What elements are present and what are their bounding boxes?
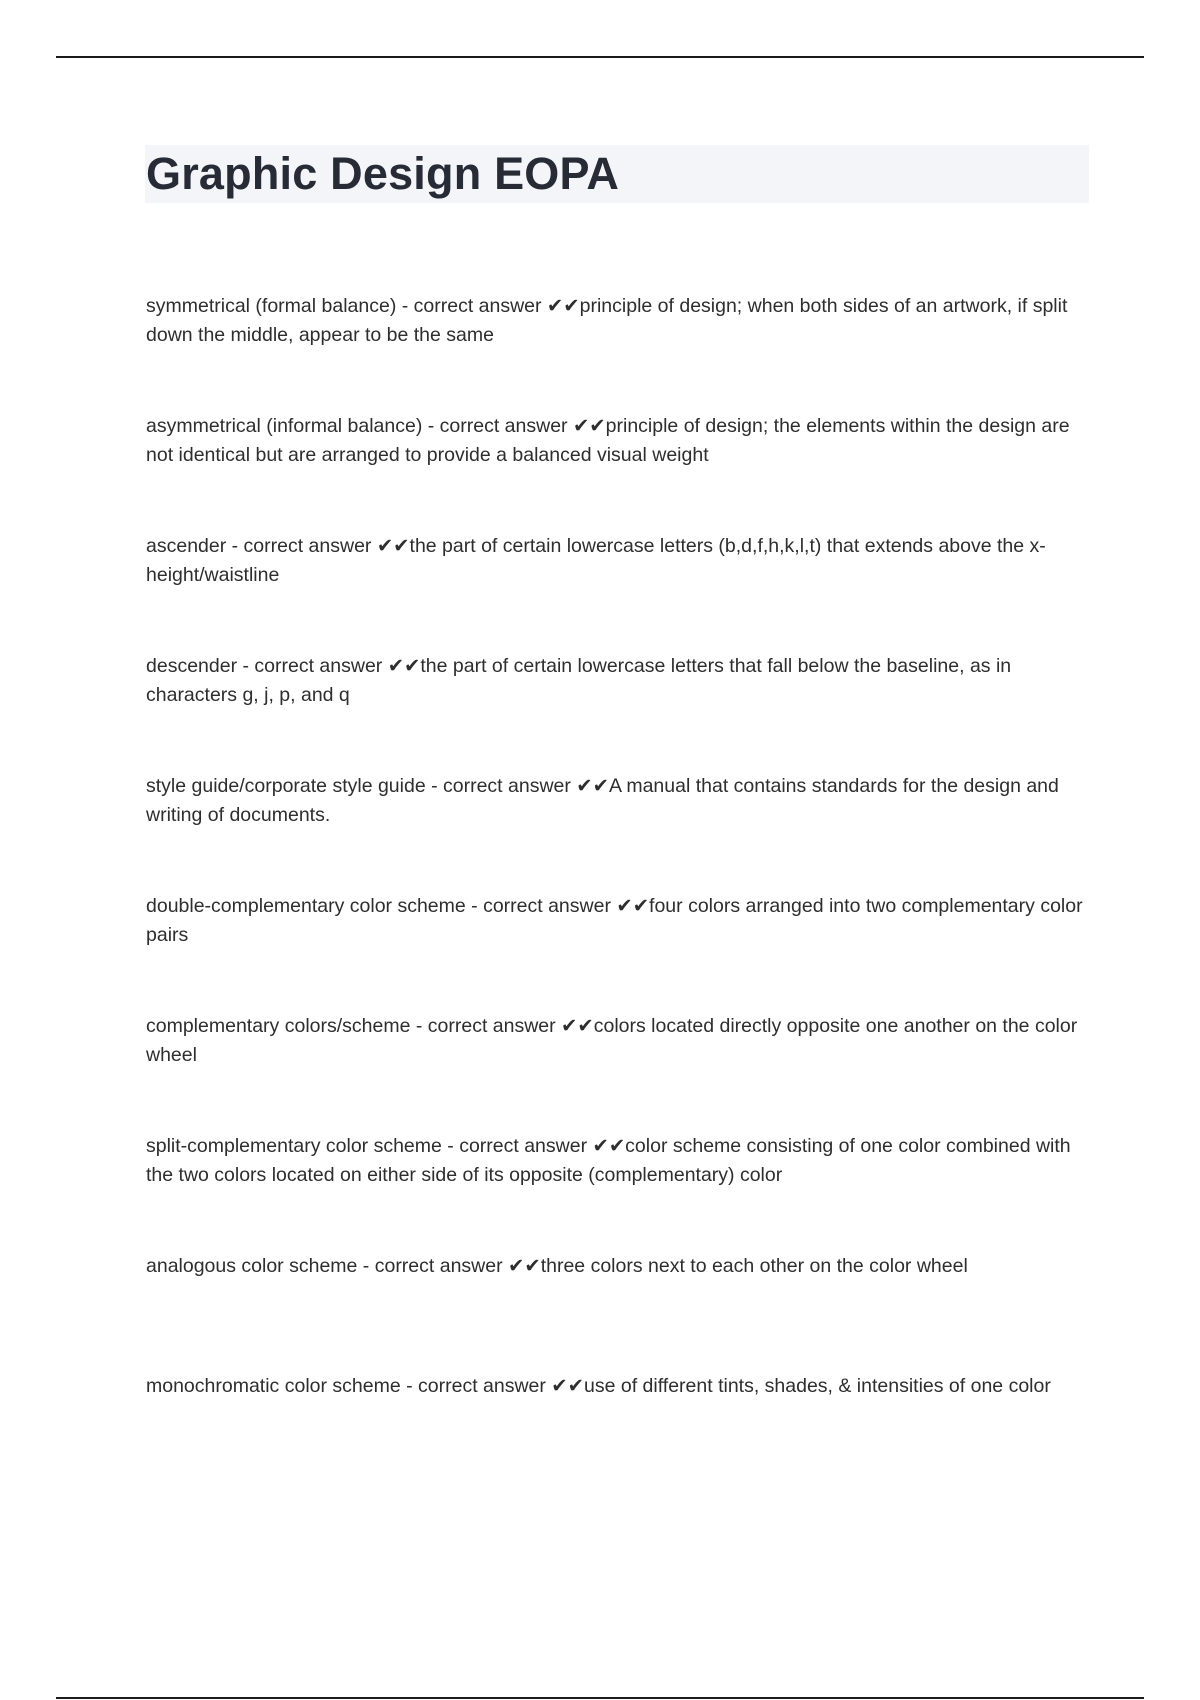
answer-separator: - correct answer ✔✔ <box>465 895 650 917</box>
card-term: descender <box>146 655 238 677</box>
flashcard-item <box>146 1252 1094 1372</box>
card-term: split-complementary color scheme <box>146 1135 442 1157</box>
card-definition: color scheme consisting of one color combined with the two colors located on either side of its opposite (complementary) color <box>146 1135 1071 1186</box>
card-definition: use of different tints, shades, & intensities of one color <box>584 1375 1051 1397</box>
flashcard-item <box>146 1012 1094 1132</box>
document-title: Graphic Design EOPA <box>146 148 620 199</box>
answer-separator: - correct answer ✔✔ <box>410 1015 594 1037</box>
card-term: style guide/corporate style guide <box>146 775 426 797</box>
flashcard-item <box>146 772 1094 892</box>
card-term: asymmetrical (informal balance) <box>146 415 423 437</box>
answer-separator: - correct answer ✔✔ <box>441 1135 626 1157</box>
card-term: symmetrical (formal balance) <box>146 295 397 317</box>
card-term: complementary colors/scheme <box>146 1015 411 1037</box>
answer-separator: - correct answer ✔✔ <box>226 535 410 557</box>
flashcard-item <box>146 532 1094 652</box>
card-definition: the part of certain lowercase letters (b,d,f,h,k,l,t) that extends above the x-height/waistline <box>146 535 1046 586</box>
flashcard-item <box>146 892 1094 1012</box>
card-term: double-complementary color scheme <box>146 895 466 917</box>
flashcard-item <box>146 1132 1094 1252</box>
card-definition: A manual that contains standards for the design and writing of documents. <box>146 775 1059 826</box>
card-definition: four colors arranged into two complementary color pairs <box>146 895 1083 946</box>
card-term: analogous color scheme <box>146 1255 358 1277</box>
card-term: ascender <box>146 535 227 557</box>
answer-separator: - correct answer ✔✔ <box>357 1255 541 1277</box>
answer-separator: - correct answer ✔✔ <box>422 415 606 437</box>
card-definition: principle of design; the elements within the design are not identical but are arranged to provide a balanced visual weight <box>146 415 1070 466</box>
card-definition: three colors next to each other on the color wheel <box>540 1255 968 1277</box>
card-definition: the part of certain lowercase letters that fall below the baseline, as in characters g, j, p, and q <box>146 655 1012 706</box>
answer-separator: - correct answer ✔✔ <box>396 295 580 317</box>
bottom-rule <box>56 1697 1144 1699</box>
answer-separator: - correct answer ✔✔ <box>425 775 609 797</box>
flashcard-item <box>146 412 1094 532</box>
top-rule <box>56 56 1144 58</box>
card-definition: principle of design; when both sides of an artwork, if split down the middle, appear to be the same <box>146 295 1068 346</box>
flashcard-list <box>146 292 1094 1492</box>
card-term: monochromatic color scheme <box>146 1375 401 1397</box>
card-definition: colors located directly opposite one another on the color wheel <box>146 1015 1078 1066</box>
answer-separator: - correct answer ✔✔ <box>237 655 421 677</box>
flashcard-item <box>146 652 1094 772</box>
flashcard-item <box>146 1372 1094 1492</box>
flashcard-item <box>146 292 1094 412</box>
answer-separator: - correct answer ✔✔ <box>400 1375 584 1397</box>
